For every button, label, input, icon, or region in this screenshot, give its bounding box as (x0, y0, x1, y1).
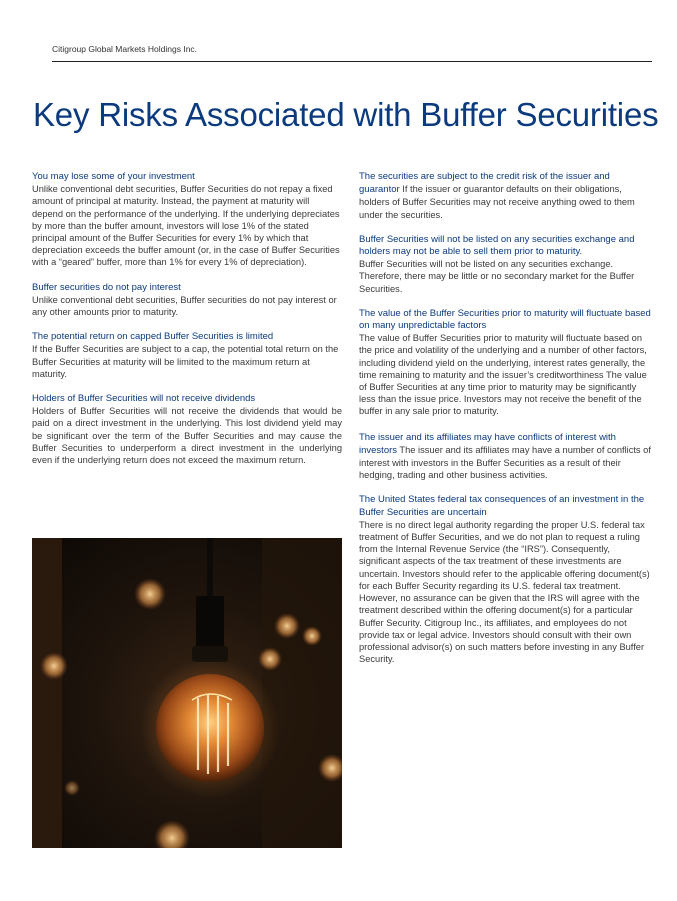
section-body: The issuer and its affiliates may have a number of conflicts of interest with investors in the Buffer Securities as a result of their hedging, trading and other business activities. (359, 444, 651, 481)
company-header: Citigroup Global Markets Holdings Inc. (52, 44, 198, 54)
risk-section-conflicts-of-interest (359, 431, 651, 482)
risk-section-credit-risk (359, 170, 651, 221)
section-heading: You may lose some of your investment (32, 171, 195, 182)
left-column (32, 171, 342, 479)
section-body: If the issuer or guarantor defaults on their obligations, holders of Buffer Securities may not receive anything owed to them under the securities. (359, 184, 635, 220)
section-body: Unlike conventional debt securities, Buffer securities do not pay interest or any other amounts prior to maturity. (32, 294, 337, 318)
section-body: There is no direct legal authority regarding the proper U.S. federal tax treatment of Buffer Securities, and we do not plan to request a ruling from the Internal Revenue Service (the “IRS”). Consequently, significant aspects of the tax treatment of these investments are uncertain. Investors should refer to the applicable offering document(s) for each Buffer Security regarding its U.S. federal tax treatment. However, no assurance can be given that the IRS will agree with the treatment described within the offering document(s) for a particular Buffer Security. Citigroup Inc., its affiliates, and employees do not provide tax or legal advice. Investors should consult with their own professional advisor(s) on such matters before investing in any Buffer Security. (359, 519, 650, 665)
section-heading: The potential return on capped Buffer Securities is limited (32, 331, 274, 343)
header-divider (52, 61, 652, 62)
risk-section-tax-consequences (359, 494, 651, 665)
section-heading: Buffer Securities will not be listed on any securities exchange and holders may not be able to sell them prior to maturity. (359, 233, 635, 258)
risk-section-no-dividends (32, 393, 342, 466)
section-heading: Buffer securities do not pay interest (32, 281, 181, 293)
light-bulb-illustration (32, 538, 342, 848)
risk-section-capped-return (32, 331, 342, 380)
section-body: Unlike conventional debt securities, Buffer Securities do not repay a fixed amount of principal at maturity. Instead, the payment at maturity will depend on the performance of the underlying. If the underlying depreciates by more than the buffer amount, investors will lose 1% of the stated principal amount of the Buffer Securities for every 1% by which that depreciation exceeds the buffer amount (or, in the case of Buffer Securities with a “geared” buffer, more than 1% for every 1% of depreciation). (32, 184, 340, 268)
risk-section-no-interest (32, 282, 342, 319)
section-body: If the Buffer Securities are subject to a cap, the potential total return on the Buffer Securities at maturity will be limited to the maximum return at maturity. (32, 344, 339, 379)
section-heading: The issuer and its affiliates may have conflicts of interest with investors (359, 431, 616, 456)
risk-section-value-fluctuation (359, 308, 651, 418)
section-heading: The value of the Buffer Securities prior to maturity will fluctuate based on many unpredictable factors (359, 307, 651, 332)
section-heading: The United States federal tax consequences of an investment in the Buffer Securities are uncertain (359, 494, 645, 518)
right-column (359, 170, 651, 678)
section-body: Buffer Securities will not be listed on any securities exchange. Therefore, there may be little or no secondary market for the Buffer Securities. (359, 259, 635, 294)
section-heading: The securities are subject to the credit risk of the issuer and guarantor (359, 171, 610, 196)
section-body: Holders of Buffer Securities will not receive the dividends that would be paid on a direct investment in the underlying. This lost dividend yield may be significant over the term of the Buffer Securities and may cause the Buffer Securities to underperform a direct investment in the underlying even if the underlying return does not exceed the maximum return. (32, 406, 342, 466)
light-bulb-photo (32, 538, 342, 848)
section-body: The value of Buffer Securities prior to maturity will fluctuate based on the price and volatility of the underlying and a number of other factors, including dividend yield on the underlying, interest rates generally, the time remaining to maturity and the issuer’s creditworthiness The value of Buffer Securities at any time prior to maturity may be significantly less than the issue price. Investors may not receive the benefit of the buffer in any sale prior to maturity. (359, 333, 647, 417)
risk-section-lose-investment (32, 171, 342, 269)
page-title: Key Risks Associated with Buffer Securities (33, 96, 659, 133)
section-heading: Holders of Buffer Securities will not receive dividends (32, 393, 256, 405)
risk-section-not-listed (359, 234, 651, 295)
